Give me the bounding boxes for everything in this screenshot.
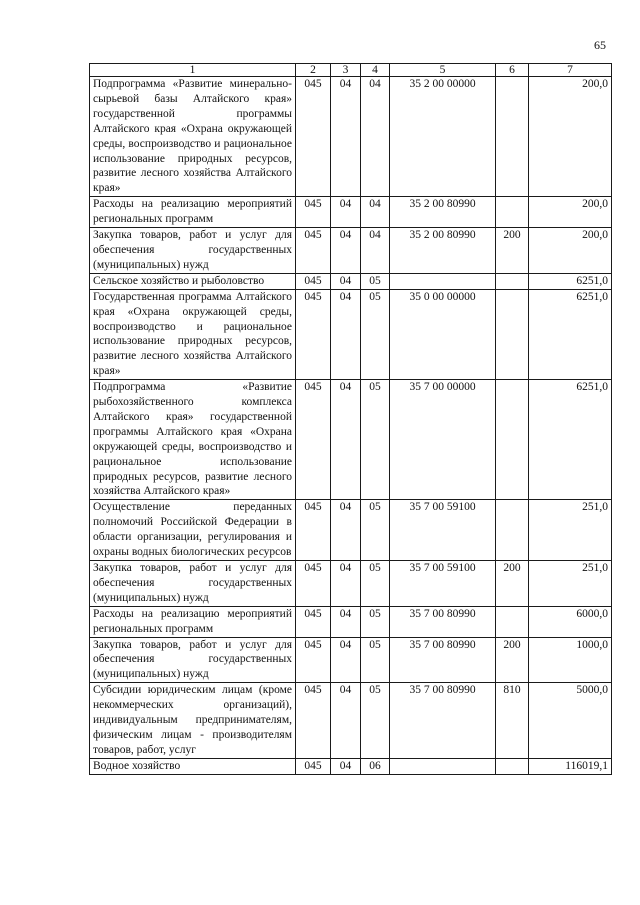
row-vr: [496, 500, 529, 561]
row-amount: 6251,0: [529, 273, 612, 289]
row-pr: 05: [361, 683, 390, 759]
row-ved: 045: [296, 289, 331, 379]
row-name: Закупка товаров, работ и услуг для обеспечения государственных (муниципальных) нужд: [90, 561, 296, 607]
row-ved: 045: [296, 606, 331, 637]
header-col-3: 3: [331, 64, 361, 77]
row-pr: 06: [361, 758, 390, 774]
row-amount: 200,0: [529, 228, 612, 274]
row-csr: 35 2 00 80990: [390, 197, 496, 228]
row-rz: 04: [331, 683, 361, 759]
row-name: Закупка товаров, работ и услуг для обеспечения государственных (муниципальных) нужд: [90, 637, 296, 683]
row-vr: [496, 606, 529, 637]
row-amount: 1000,0: [529, 637, 612, 683]
row-ved: 045: [296, 273, 331, 289]
table-row: [90, 561, 612, 607]
row-rz: 04: [331, 561, 361, 607]
table-row: [90, 228, 612, 274]
row-csr: 35 0 00 00000: [390, 289, 496, 379]
row-pr: 05: [361, 637, 390, 683]
table-row: [90, 380, 612, 500]
row-name: Государственная программа Алтайского края «Охрана окружающей среды, воспроизводство и рациональное использование природных ресурсов, развитие лесного хозяйства Алтайского края»: [90, 289, 296, 379]
row-pr: 05: [361, 380, 390, 500]
row-ved: 045: [296, 683, 331, 759]
row-pr: 05: [361, 273, 390, 289]
row-amount: 200,0: [529, 77, 612, 197]
header-col-6: 6: [496, 64, 529, 77]
row-rz: 04: [331, 758, 361, 774]
row-ved: 045: [296, 500, 331, 561]
row-pr: 04: [361, 228, 390, 274]
row-rz: 04: [331, 77, 361, 197]
row-amount: 6251,0: [529, 289, 612, 379]
row-rz: 04: [331, 197, 361, 228]
table-row: [90, 289, 612, 379]
row-vr: 200: [496, 228, 529, 274]
row-amount: 6251,0: [529, 380, 612, 500]
row-pr: 05: [361, 561, 390, 607]
budget-table: [89, 63, 612, 775]
row-vr: [496, 273, 529, 289]
row-vr: [496, 758, 529, 774]
row-amount: 5000,0: [529, 683, 612, 759]
row-vr: [496, 289, 529, 379]
row-amount: 116019,1: [529, 758, 612, 774]
row-ved: 045: [296, 228, 331, 274]
row-name: Субсидии юридическим лицам (кроме некоммерческих организаций), индивидуальным предпринимателям, физическим лицам - производителям товаров, работ, услуг: [90, 683, 296, 759]
row-ved: 045: [296, 380, 331, 500]
row-ved: 045: [296, 197, 331, 228]
row-pr: 05: [361, 606, 390, 637]
header-col-5: 5: [390, 64, 496, 77]
table-row: [90, 197, 612, 228]
row-pr: 04: [361, 77, 390, 197]
row-csr: 35 2 00 00000: [390, 77, 496, 197]
row-vr: 200: [496, 637, 529, 683]
header-col-4: 4: [361, 64, 390, 77]
row-vr: 200: [496, 561, 529, 607]
row-ved: 045: [296, 561, 331, 607]
row-csr: 35 7 00 59100: [390, 561, 496, 607]
row-amount: 200,0: [529, 197, 612, 228]
row-ved: 045: [296, 637, 331, 683]
row-rz: 04: [331, 380, 361, 500]
row-vr: 810: [496, 683, 529, 759]
row-pr: 05: [361, 500, 390, 561]
row-rz: 04: [331, 606, 361, 637]
row-rz: 04: [331, 500, 361, 561]
header-col-1: 1: [90, 64, 296, 77]
row-name: Сельское хозяйство и рыболовство: [90, 273, 296, 289]
row-amount: 251,0: [529, 561, 612, 607]
row-vr: [496, 380, 529, 500]
row-amount: 6000,0: [529, 606, 612, 637]
row-csr: 35 7 00 80990: [390, 683, 496, 759]
row-pr: 05: [361, 289, 390, 379]
row-name: Подпрограмма «Развитие минерально-сырьевой базы Алтайского края» государственной программы Алтайского края «Охрана окружающей среды, воспроизводство и рациональное использование природных ресурсов, развитие лесного хозяйства Алтайского края»: [90, 77, 296, 197]
row-amount: 251,0: [529, 500, 612, 561]
row-csr: 35 7 00 59100: [390, 500, 496, 561]
table-header: [90, 64, 612, 77]
row-csr: 35 7 00 80990: [390, 637, 496, 683]
table-row: [90, 606, 612, 637]
row-vr: [496, 197, 529, 228]
row-rz: 04: [331, 273, 361, 289]
row-pr: 04: [361, 197, 390, 228]
header-col-2: 2: [296, 64, 331, 77]
row-ved: 045: [296, 77, 331, 197]
row-ved: 045: [296, 758, 331, 774]
row-name: Водное хозяйство: [90, 758, 296, 774]
row-name: Подпрограмма «Развитие рыбохозяйственного комплекса Алтайского края» государственной программы Алтайского края «Охрана окружающей среды, воспроизводство и рациональное использование природных ресурсов, развитие лесного хозяйства Алтайского края»: [90, 380, 296, 500]
row-csr: 35 2 00 80990: [390, 228, 496, 274]
row-csr: 35 7 00 80990: [390, 606, 496, 637]
row-name: Расходы на реализацию мероприятий региональных программ: [90, 197, 296, 228]
row-name: Закупка товаров, работ и услуг для обеспечения государственных (муниципальных) нужд: [90, 228, 296, 274]
header-row: [90, 64, 612, 77]
table-row: [90, 273, 612, 289]
row-csr: [390, 273, 496, 289]
table-body: [90, 77, 612, 775]
row-rz: 04: [331, 637, 361, 683]
row-name: Расходы на реализацию мероприятий региональных программ: [90, 606, 296, 637]
table-row: [90, 637, 612, 683]
table-row: [90, 77, 612, 197]
page-number: 65: [594, 38, 606, 52]
header-col-7: 7: [529, 64, 612, 77]
row-rz: 04: [331, 228, 361, 274]
table-row: [90, 500, 612, 561]
table-row: [90, 683, 612, 759]
row-csr: 35 7 00 00000: [390, 380, 496, 500]
row-rz: 04: [331, 289, 361, 379]
row-vr: [496, 77, 529, 197]
row-name: Осуществление переданных полномочий Российской Федерации в области организации, регулирования и охраны водных биологических ресурсов: [90, 500, 296, 561]
row-csr: [390, 758, 496, 774]
table-row: [90, 758, 612, 774]
